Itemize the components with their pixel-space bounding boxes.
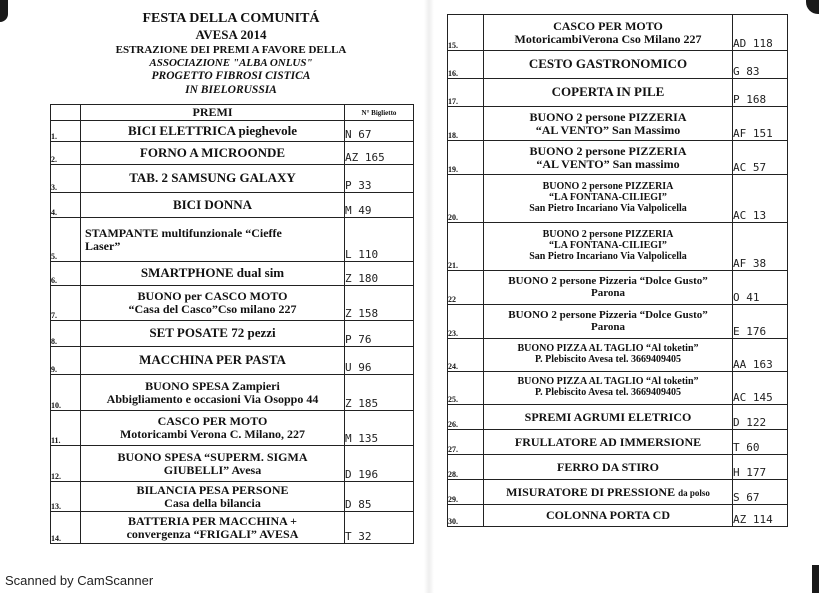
prize-description xyxy=(81,482,345,512)
ticket-number: G 83 xyxy=(733,51,788,79)
prize-description-text: FRULLATORE AD IMMERSIONE xyxy=(514,434,702,449)
prize-row xyxy=(448,305,788,339)
prize-number: 20. xyxy=(448,175,484,223)
prize-description-text: MISURATORE DI PRESSIONE xyxy=(506,484,676,499)
prize-description-line xyxy=(484,57,732,71)
prize-description-text: convergenza “FRIGALI” AVESA xyxy=(126,526,299,541)
prize-description-line xyxy=(81,497,344,510)
prize-number: 1. xyxy=(51,121,81,142)
prize-description-line xyxy=(484,436,732,449)
prize-description-text: CESTO GASTRONOMICO xyxy=(528,56,688,72)
right-page xyxy=(444,8,789,558)
prize-description-text: BUONO 2 persone PIZZERIA xyxy=(529,109,687,124)
prize-description-line xyxy=(484,33,732,46)
ticket-number: M 49 xyxy=(345,193,414,218)
prize-description-line xyxy=(81,266,344,280)
prize-description xyxy=(81,142,345,165)
prize-description xyxy=(484,271,733,305)
prize-number: 18. xyxy=(448,107,484,141)
scanner-watermark: Scanned by CamScanner xyxy=(5,573,154,588)
prize-description-text: SPREMI AGRUMI ELETRICO xyxy=(524,409,692,424)
prize-description xyxy=(484,339,733,372)
prize-description-text: BUONO 2 persone Pizzeria “Dolce Gusto” xyxy=(508,308,708,321)
prize-number: 5. xyxy=(51,218,81,262)
prize-number: 14. xyxy=(51,512,81,544)
prize-description xyxy=(484,480,733,505)
prize-description xyxy=(484,141,733,175)
prize-description-text: GIUBELLI” Avesa xyxy=(163,462,262,477)
prize-number: 10. xyxy=(51,375,81,411)
prize-number: 2. xyxy=(51,142,81,165)
ticket-number: AZ 165 xyxy=(345,142,414,165)
prize-description-suffix: da polso xyxy=(678,487,710,498)
prize-description-text: “AL VENTO” San Massimo xyxy=(535,122,681,137)
prize-row xyxy=(51,286,414,321)
prize-number: 15. xyxy=(448,15,484,51)
ticket-number: P 76 xyxy=(345,321,414,347)
prize-description xyxy=(81,321,345,347)
prize-description-line xyxy=(484,486,732,499)
prize-description xyxy=(81,347,345,375)
prize-row xyxy=(448,223,788,271)
event-title: FESTA DELLA COMUNITÁ xyxy=(142,11,320,26)
prize-description-text: SET POSATE 72 pezzi xyxy=(149,325,276,341)
prize-description-text: Parona xyxy=(590,320,626,333)
prize-number: 6. xyxy=(51,262,81,286)
prize-description-text: SMARTPHONE dual sim xyxy=(140,265,285,281)
prize-number: 21. xyxy=(448,223,484,271)
prize-description xyxy=(81,411,345,446)
prize-description-line xyxy=(81,171,344,185)
prize-row xyxy=(448,51,788,79)
prize-description-line xyxy=(85,227,344,240)
prize-row xyxy=(448,107,788,141)
prize-description-text: Casa della bilancia xyxy=(164,495,261,510)
prize-description xyxy=(484,372,733,405)
prize-number: 17. xyxy=(448,79,484,107)
prize-description-text: BUONO PIZZA AL TAGLIO “Al toketin” xyxy=(517,376,699,388)
prize-description xyxy=(484,107,733,141)
prize-description-line xyxy=(484,204,732,215)
prize-description xyxy=(484,15,733,51)
prize-description-text: P. Plebiscito Avesa tel. 3669409405 xyxy=(534,387,682,398)
prize-description-text: CASCO PER MOTO xyxy=(553,18,663,33)
prize-number: 26. xyxy=(448,405,484,430)
prize-description xyxy=(484,223,733,271)
prize-row xyxy=(51,193,414,218)
prize-description-line xyxy=(81,528,344,541)
prize-description xyxy=(81,375,345,411)
prize-number: 30. xyxy=(448,505,484,527)
prize-number: 24. xyxy=(448,339,484,372)
prize-description-line xyxy=(81,353,344,367)
prize-row xyxy=(448,372,788,405)
prize-number: 12. xyxy=(51,446,81,482)
prize-description-text: BUONO 2 persone Pizzeria “Dolce Gusto” xyxy=(508,274,708,287)
prize-description-text: STAMPANTE multifunzionale “Cieffe xyxy=(85,225,282,240)
prize-number: 16. xyxy=(448,51,484,79)
prize-description-text: MACCHINA PER PASTA xyxy=(139,352,286,368)
prize-description-text: San Pietro Incariano Via Valpolicella xyxy=(529,202,687,214)
draw-subtitle: ESTRAZIONE DEI PREMI A FAVORE DELLA xyxy=(115,44,347,56)
ticket-number: Z 180 xyxy=(345,262,414,286)
prize-description-line xyxy=(484,322,732,334)
prize-number: 22 xyxy=(448,271,484,305)
prize-description-line xyxy=(484,411,732,424)
prize-number: 25. xyxy=(448,372,484,405)
prize-description-text: BUONO SPESA Zampieri xyxy=(145,378,280,393)
prize-description-line xyxy=(81,124,344,138)
prize-description-text: BUONO per CASCO MOTO xyxy=(137,289,288,304)
ticket-number: D 196 xyxy=(345,446,414,482)
prize-row xyxy=(448,141,788,175)
prize-description-line xyxy=(484,158,732,171)
prize-row xyxy=(448,455,788,480)
ticket-number: H 177 xyxy=(733,455,788,480)
prize-number: 19. xyxy=(448,141,484,175)
prize-description-text: P. Plebiscito Avesa tel. 3669409405 xyxy=(534,354,682,365)
ticket-number: AC 57 xyxy=(733,141,788,175)
prize-number: 3. xyxy=(51,165,81,193)
ticket-number: AD 118 xyxy=(733,15,788,51)
prize-description-line xyxy=(484,388,732,399)
prize-number: 11. xyxy=(51,411,81,446)
prize-number: 7. xyxy=(51,286,81,321)
prize-row xyxy=(51,347,414,375)
prize-description xyxy=(81,512,345,544)
ticket-number: AC 145 xyxy=(733,372,788,405)
prize-row xyxy=(448,430,788,455)
prize-description-text: BICI ELETTRICA pieghevole xyxy=(127,122,298,138)
ticket-number: AC 13 xyxy=(733,175,788,223)
prize-description-line xyxy=(484,124,732,137)
prize-description-line xyxy=(484,85,732,99)
ticket-number: P 168 xyxy=(733,79,788,107)
prize-row xyxy=(448,175,788,223)
prize-description-text: CASCO PER MOTO xyxy=(157,414,268,429)
prize-row xyxy=(51,411,414,446)
prize-description-text: BICI DONNA xyxy=(172,196,253,212)
prize-description-text: Abbigliamento e occasioni Via Osoppo 44 xyxy=(106,391,319,406)
prize-description xyxy=(484,430,733,455)
prize-description-line xyxy=(81,393,344,406)
project-name: PROGETTO FIBROSI CISTICA xyxy=(151,70,311,82)
prize-description-text: “AL VENTO” San massimo xyxy=(536,156,680,171)
prize-row xyxy=(448,271,788,305)
prize-description-text: COLONNA PORTA CD xyxy=(545,508,671,523)
prize-row xyxy=(51,321,414,347)
prize-row xyxy=(51,142,414,165)
prize-number: 4. xyxy=(51,193,81,218)
prize-table-left xyxy=(50,104,414,544)
prize-number: 27. xyxy=(448,430,484,455)
prize-row xyxy=(448,79,788,107)
prize-description-text: BUONO SPESA “SUPERM. SIGMA xyxy=(117,449,308,464)
prize-description xyxy=(81,262,345,286)
prize-description-text: BUONO 2 persone PIZZERIA xyxy=(529,143,687,158)
prize-description-line xyxy=(484,461,732,474)
ticket-number: AZ 114 xyxy=(733,505,788,527)
ticket-number: D 122 xyxy=(733,405,788,430)
prize-number: 28. xyxy=(448,455,484,480)
ticket-number: O 41 xyxy=(733,271,788,305)
left-page xyxy=(46,0,416,578)
prize-description-line xyxy=(484,355,732,366)
prize-description-line xyxy=(81,464,344,477)
prize-description-text: Laser” xyxy=(85,238,121,253)
prize-row xyxy=(448,339,788,372)
prize-number: 13. xyxy=(51,482,81,512)
ticket-number: AF 38 xyxy=(733,223,788,271)
prize-description xyxy=(81,446,345,482)
prize-row xyxy=(51,446,414,482)
prize-description xyxy=(484,51,733,79)
ticket-number: L 110 xyxy=(345,218,414,262)
prize-row xyxy=(448,15,788,51)
ticket-number: T 32 xyxy=(345,512,414,544)
prize-table-right xyxy=(447,14,788,527)
prize-number: 23. xyxy=(448,305,484,339)
prize-number: 29. xyxy=(448,480,484,505)
prize-row xyxy=(448,505,788,527)
prize-description-text: TAB. 2 SAMSUNG GALAXY xyxy=(129,170,296,186)
prize-description-line xyxy=(484,509,732,522)
prize-description-line xyxy=(81,303,344,316)
prize-description-line xyxy=(484,288,732,300)
prize-row xyxy=(51,512,414,544)
ticket-number: T 60 xyxy=(733,430,788,455)
prize-row xyxy=(51,482,414,512)
prize-description-line xyxy=(81,326,344,340)
prize-description-line xyxy=(81,198,344,212)
prize-description-text: “LA FONTANA-CILIEGI” xyxy=(549,240,667,252)
prize-description xyxy=(484,455,733,480)
ticket-number: AA 163 xyxy=(733,339,788,372)
prize-description-line xyxy=(81,146,344,160)
prize-description-text: BUONO PIZZA AL TAGLIO “Al toketin” xyxy=(517,343,699,355)
ticket-number: D 85 xyxy=(345,482,414,512)
prize-row xyxy=(51,165,414,193)
ticket-number: Z 185 xyxy=(345,375,414,411)
prize-description-text: MotoricambiVerona Cso Milano 227 xyxy=(514,31,702,46)
prize-description xyxy=(81,193,345,218)
ticket-number: AF 151 xyxy=(733,107,788,141)
ticket-number: S 67 xyxy=(733,480,788,505)
prize-row xyxy=(51,121,414,142)
ticket-number: U 96 xyxy=(345,347,414,375)
ticket-number: E 176 xyxy=(733,305,788,339)
prize-description xyxy=(81,218,345,262)
association-name: ASSOCIAZIONE "ALBA ONLUS" xyxy=(149,57,313,69)
prize-row xyxy=(51,262,414,286)
prize-description-text: “Casa del Casco”Cso milano 227 xyxy=(128,302,297,316)
prize-description-text: BILANCIA PESA PERSONE xyxy=(136,482,289,497)
prize-description-text: Parona xyxy=(590,286,626,299)
prize-description xyxy=(81,286,345,321)
prize-description-line xyxy=(85,240,344,253)
prize-number: 8. xyxy=(51,321,81,347)
prize-row xyxy=(448,405,788,430)
prize-description-line xyxy=(484,252,732,263)
ticket-number: N 67 xyxy=(345,121,414,142)
project-location: IN BIELORUSSIA xyxy=(185,84,277,96)
header-num-cell xyxy=(51,105,81,121)
prize-description-text: Motoricambi Verona C. Milano, 227 xyxy=(119,427,306,441)
prize-row xyxy=(51,375,414,411)
prize-description xyxy=(484,305,733,339)
ticket-number: Z 158 xyxy=(345,286,414,321)
prize-description xyxy=(484,505,733,527)
column-header-premi: PREMI xyxy=(81,105,345,121)
event-year: AVESA 2014 xyxy=(195,27,267,42)
prize-description xyxy=(484,405,733,430)
prize-description-text: FERRO DA STIRO xyxy=(556,459,660,474)
prize-description xyxy=(81,165,345,193)
ticket-number: M 135 xyxy=(345,411,414,446)
prize-description-text: San Pietro Incariano Via Valpolicella xyxy=(529,250,687,262)
prize-description-text: BUONO 2 persone PIZZERIA xyxy=(542,229,674,241)
prize-description-text: “LA FONTANA-CILIEGI” xyxy=(549,192,667,204)
prize-description-text: BUONO 2 persone PIZZERIA xyxy=(542,181,674,193)
prize-number: 9. xyxy=(51,347,81,375)
ticket-number: P 33 xyxy=(345,165,414,193)
prize-description-text: BATTERIA PER MACCHINA + xyxy=(128,513,297,528)
prize-description xyxy=(484,79,733,107)
prize-description-text: FORNO A MICROONDE xyxy=(139,144,286,160)
prize-description xyxy=(81,121,345,142)
prize-row xyxy=(448,480,788,505)
prize-description-text: COPERTA IN PILE xyxy=(551,84,665,100)
prize-row xyxy=(51,218,414,262)
prize-description xyxy=(484,175,733,223)
column-header-ticket: N° Biglietto xyxy=(345,105,414,121)
prize-description-line xyxy=(81,428,344,441)
